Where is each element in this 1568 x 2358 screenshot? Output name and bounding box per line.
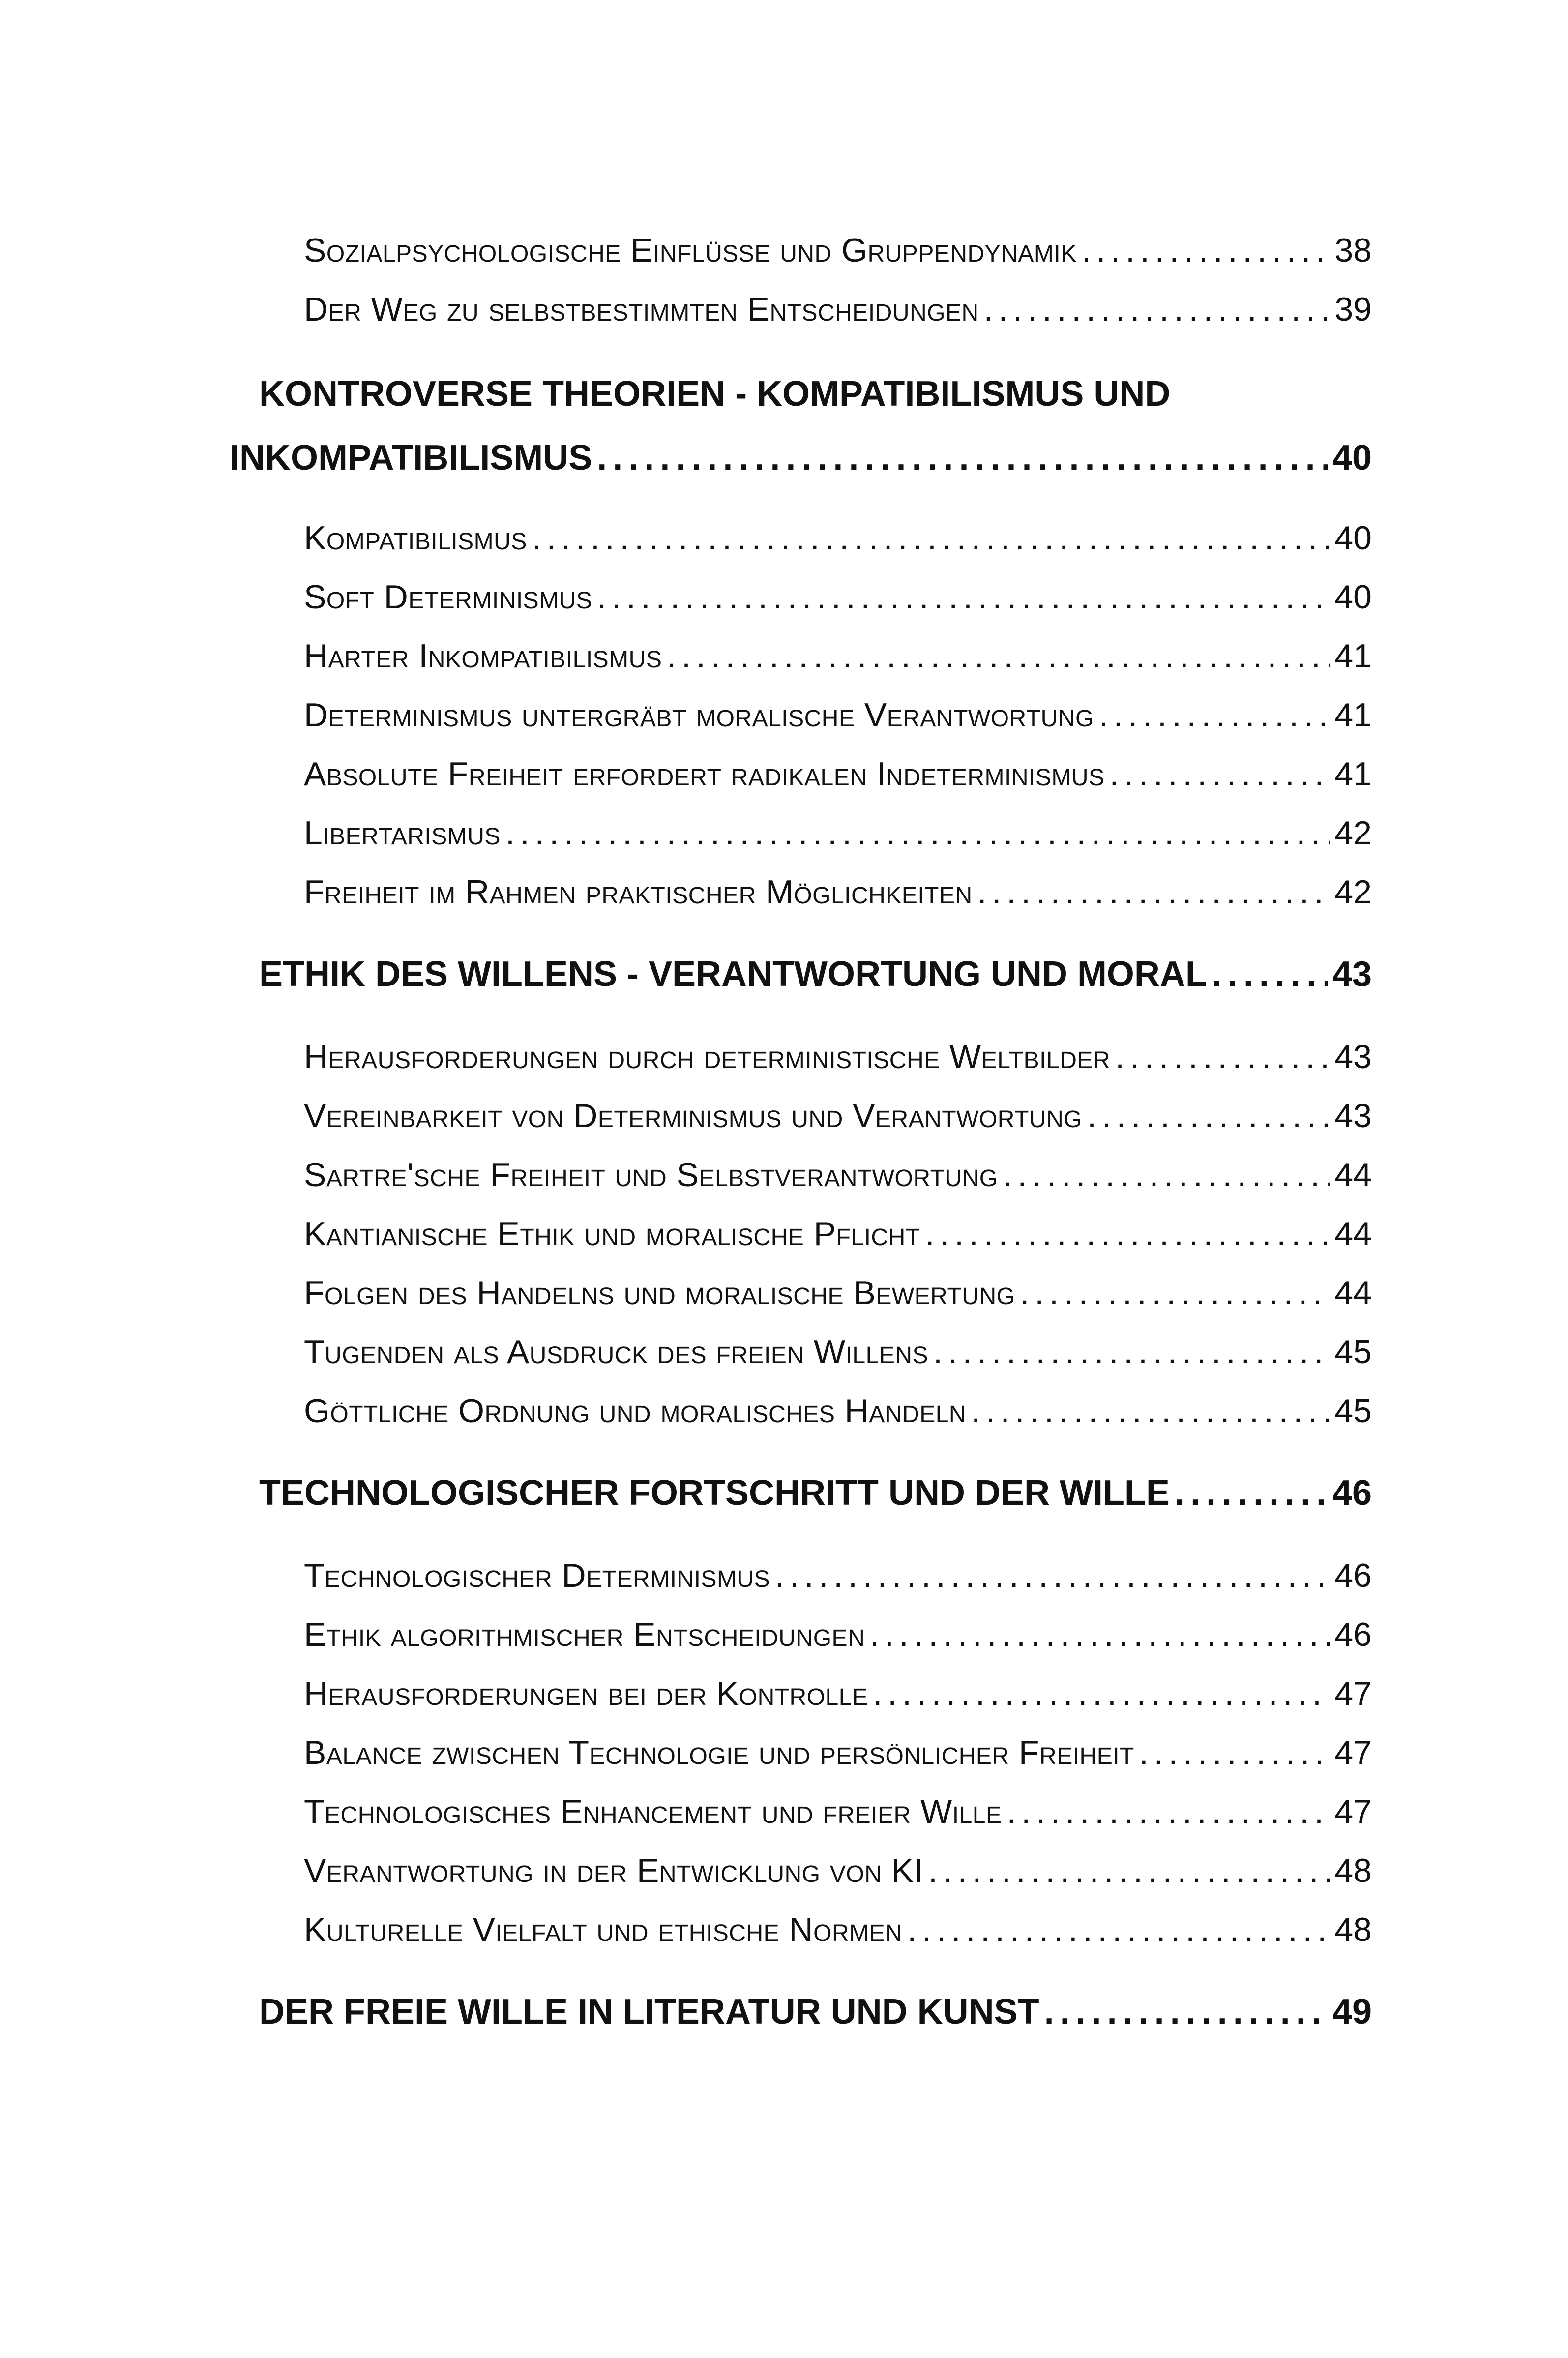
toc-entry-title: Kulturelle Vielfalt und ethische Normen — [304, 1911, 903, 1948]
toc-entry[interactable] — [304, 1392, 1372, 1430]
toc-entry[interactable] — [304, 1910, 1372, 1949]
toc-entry-page: 47 — [1334, 1675, 1372, 1712]
toc-entry[interactable] — [304, 1097, 1372, 1135]
chapter-heading-line1[interactable]: KONTROVERSE THEORIEN - KOMPATIBILISMUS UND — [259, 374, 1171, 414]
toc-entry-title: Harter Inkompatibilismus — [304, 637, 662, 675]
toc-entry-title: Vereinbarkeit von Determinismus und Verantwortung — [304, 1097, 1083, 1134]
toc-entry-page: 38 — [1334, 232, 1372, 269]
chapter-page: 40 — [1332, 438, 1372, 478]
toc-entry[interactable] — [304, 519, 1372, 557]
toc-entry[interactable] — [304, 696, 1372, 734]
toc-entry[interactable] — [304, 578, 1372, 616]
toc-entry-title: Herausforderungen bei der Kontrolle — [304, 1675, 868, 1712]
toc-entry-page: 40 — [1334, 578, 1372, 616]
chapter-entry[interactable] — [259, 1992, 1372, 2032]
dot-leader — [1020, 1274, 1330, 1312]
toc-entry-title: Kantianische Ethik und moralische Pflicht — [304, 1215, 920, 1253]
chapter-page: 43 — [1332, 955, 1372, 994]
dot-leader — [1212, 954, 1328, 994]
toc-entry-title: Libertarismus — [304, 814, 501, 852]
dot-leader — [1099, 696, 1330, 734]
toc-entry[interactable] — [304, 637, 1372, 675]
chapter-page: 49 — [1332, 1992, 1372, 2031]
toc-entry[interactable] — [304, 1215, 1372, 1253]
toc-entry-title: Soft Determinismus — [304, 578, 592, 616]
toc-entry[interactable] — [304, 231, 1372, 269]
dot-leader — [1110, 755, 1330, 793]
toc-entry[interactable] — [304, 1556, 1372, 1595]
dot-leader — [907, 1910, 1330, 1949]
toc-entry-page: 45 — [1334, 1392, 1372, 1430]
toc-entry-title: Verantwortung in der Entwicklung von KI — [304, 1852, 924, 1889]
toc-entry-page: 44 — [1334, 1274, 1372, 1312]
toc-entry-page: 39 — [1334, 291, 1372, 328]
chapter-title: DER FREIE WILLE IN LITERATUR UND KUNST — [259, 1992, 1039, 2031]
dot-leader — [1175, 1473, 1328, 1513]
dot-leader — [1044, 1992, 1328, 2032]
dot-leader — [925, 1215, 1330, 1253]
dot-leader — [1115, 1038, 1330, 1076]
toc-entry-title: Technologisches Enhancement und freier Wille — [304, 1793, 1002, 1830]
toc-entry-title: Tugenden als Ausdruck des freien Willens — [304, 1333, 929, 1371]
dot-leader — [1087, 1097, 1330, 1135]
toc-entry-page: 46 — [1334, 1616, 1372, 1653]
chapter-title: ETHIK DES WILLENS - VERANTWORTUNG UND MORAL — [259, 955, 1207, 994]
chapter-title: INKOMPATIBILISMUS — [230, 438, 592, 478]
toc-entry-title: Sozialpsychologische Einflüsse und Gruppendynamik — [304, 232, 1077, 269]
toc-entry-title: Ethik algorithmischer Entscheidungen — [304, 1616, 865, 1653]
toc-entry[interactable] — [304, 1038, 1372, 1076]
dot-leader — [984, 290, 1330, 328]
toc-entry-page: 44 — [1334, 1156, 1372, 1194]
dot-leader — [667, 637, 1330, 675]
toc-entry-title: Technologischer Determinismus — [304, 1557, 770, 1594]
toc-entry[interactable] — [304, 873, 1372, 911]
toc-entry[interactable] — [304, 1674, 1372, 1713]
toc-entry-page: 41 — [1334, 696, 1372, 734]
toc-entry-page: 43 — [1334, 1038, 1372, 1075]
chapter-entry[interactable] — [230, 438, 1372, 478]
toc-entry-title: Kompatibilismus — [304, 519, 527, 557]
toc-entry[interactable] — [304, 290, 1372, 328]
toc-entry[interactable] — [304, 1615, 1372, 1654]
dot-leader — [597, 438, 1328, 478]
chapter-title: TECHNOLOGISCHER FORTSCHRITT UND DER WILLE — [259, 1473, 1170, 1513]
toc-entry-title: Determinismus untergräbt moralische Verantwortung — [304, 696, 1094, 734]
dot-leader — [775, 1556, 1330, 1595]
chapter-entry[interactable] — [259, 1473, 1372, 1513]
dot-leader — [532, 519, 1330, 557]
toc-entry-title: Sartre'sche Freiheit und Selbstverantwortung — [304, 1156, 998, 1194]
toc-entry[interactable] — [304, 1156, 1372, 1194]
toc-entry-title: Göttliche Ordnung und moralisches Handeln — [304, 1392, 967, 1430]
dot-leader — [597, 578, 1330, 616]
toc-entry-page: 40 — [1334, 519, 1372, 557]
toc-entry-page: 44 — [1334, 1215, 1372, 1253]
toc-entry-page: 48 — [1334, 1852, 1372, 1889]
toc-entry[interactable] — [304, 755, 1372, 793]
dot-leader — [1007, 1792, 1330, 1831]
toc-entry[interactable] — [304, 1333, 1372, 1371]
dot-leader — [1003, 1156, 1330, 1194]
toc-entry[interactable] — [304, 1792, 1372, 1831]
toc-entry-title: Freiheit im Rahmen praktischer Möglichkeiten — [304, 873, 973, 911]
dot-leader — [928, 1851, 1330, 1890]
dot-leader — [873, 1674, 1330, 1713]
dot-leader — [971, 1392, 1330, 1430]
toc-entry-page: 43 — [1334, 1097, 1372, 1134]
toc-entry-title: Absolute Freiheit erfordert radikalen Indeterminismus — [304, 755, 1105, 793]
chapter-entry[interactable] — [259, 954, 1372, 994]
dot-leader — [1139, 1733, 1330, 1772]
toc-entry-title: Folgen des Handelns und moralische Bewertung — [304, 1274, 1015, 1312]
toc-entry[interactable] — [304, 1274, 1372, 1312]
toc-entry-page: 47 — [1334, 1793, 1372, 1830]
toc-entry-page: 42 — [1334, 814, 1372, 852]
toc-entry-page: 47 — [1334, 1734, 1372, 1771]
toc-entry-title: Balance zwischen Technologie und persönlicher Freiheit — [304, 1734, 1134, 1771]
toc-entry-page: 48 — [1334, 1911, 1372, 1948]
toc-entry-title: Der Weg zu selbstbestimmten Entscheidungen — [304, 291, 979, 328]
toc-entry[interactable] — [304, 1733, 1372, 1772]
toc-entry[interactable] — [304, 814, 1372, 852]
toc-entry-page: 41 — [1334, 637, 1372, 675]
toc-entry-page: 45 — [1334, 1333, 1372, 1371]
toc-entry[interactable] — [304, 1851, 1372, 1890]
dot-leader — [933, 1333, 1330, 1371]
dot-leader — [870, 1615, 1330, 1654]
toc-entry-page: 42 — [1334, 873, 1372, 911]
dot-leader — [1082, 231, 1330, 269]
chapter-page: 46 — [1332, 1473, 1372, 1513]
dot-leader — [505, 814, 1330, 852]
toc-entry-title: Herausforderungen durch deterministische Weltbilder — [304, 1038, 1111, 1075]
toc-entry-page: 41 — [1334, 755, 1372, 793]
toc-entry-page: 46 — [1334, 1557, 1372, 1594]
dot-leader — [977, 873, 1330, 911]
